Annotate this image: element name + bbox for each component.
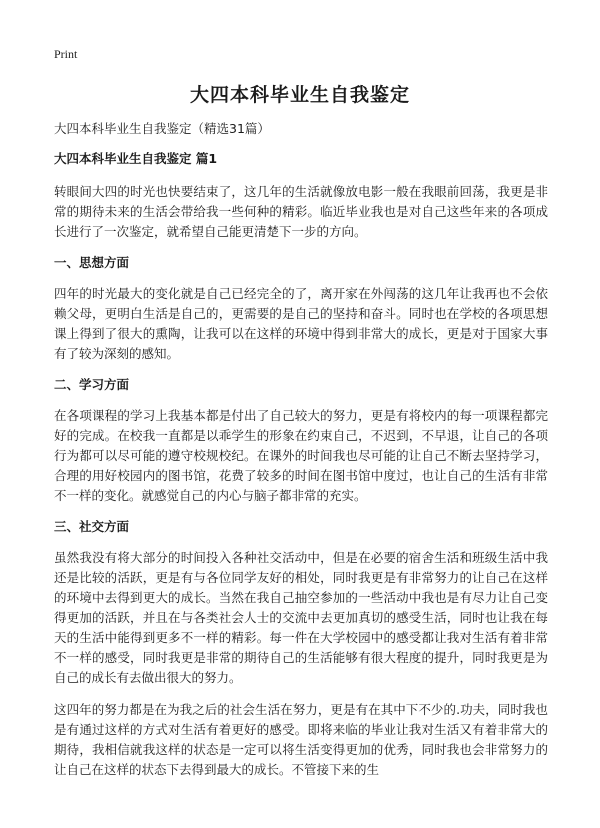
page-title: 大四本科毕业生自我鉴定 xyxy=(189,84,410,106)
heading-ideology: 一、思想方面 xyxy=(54,255,130,270)
section-title: 大四本科毕业生自我鉴定 篇1 xyxy=(54,151,218,166)
paragraph-study: 在各项课程的学习上我基本都是付出了自己较大的努力，更是有将校内的每一项课程都完好的完成。在校我一直都是以乖学生的形象在约束自己，不迟到，不早退，让自己的各项行为都可以尽可能的遵守校规校纪。在课外的时间我也尽可能的让自己不断去坚持学习，合理的用好校园内的图书馆，花费了较多的时间在图书馆中度过，也让自己的生活有非常不一样的变化。就感觉自己的内心与脑子都非常的充实。 xyxy=(54,408,548,503)
print-link[interactable]: Print xyxy=(54,47,78,61)
article-subtitle: 大四本科毕业生自我鉴定（精选31篇） xyxy=(54,121,270,136)
heading-social: 三、社交方面 xyxy=(54,519,130,534)
heading-study: 二、学习方面 xyxy=(54,377,130,392)
intro-paragraph: 转眼间大四的时光也快要结束了，这几年的生活就像放电影一般在我眼前回荡，我更是非常的期待未来的生活会带给我一些何种的精彩。临近毕业我也是对自己这些年来的各项成长进行了一次鉴定，就希望自己能更清楚下一步的方向。 xyxy=(54,184,548,239)
article-body xyxy=(54,120,548,792)
paragraph-conclusion: 这四年的努力都是在为我之后的社会生活在努力，更是有在其中下不少的.功夫，同时我也是有通过这样的方式对生活有着更好的感受。即将来临的毕业让我对生活又有着非常大的期待，我相信就我这样的状态是一定可以将生活变得更加的优秀，同时我也会非常努力的让自己在这样的状态下去得到最大的成长。不管接下来的生 xyxy=(54,702,548,777)
paragraph-social: 虽然我没有将大部分的时间投入各种社交活动中，但是在必要的宿舍生活和班级生活中我还是比较的活跃，更是有与各位同学友好的相处，同时我更是有非常努力的让自己在这样的环境中去得到更大的成长。当然在我自己抽空参加的一些活动中我也是有尽力让自己变得更加的活跃，并且在与各类社会人士的交流中去更加真切的感受生活，同时也让我在每天的生活中能得到更多不一样的精彩。每一件在大学校园中的感受都让我对生活有着非常不一样的感受，同时我更是非常的期待自己的生活能够有很大程度的提升，同时我更是为自己的成长有去做出很大的努力。 xyxy=(54,550,548,685)
paragraph-ideology: 四年的时光最大的变化就是自己已经完全的了，离开家在外闯荡的这几年让我再也不会依赖父母，更明白生活是自己的，更需要的是自己的坚持和奋斗。同时也在学校的各项思想课上得到了很大的熏陶，让我可以在这样的环境中得到非常大的成长，更是对于国家大事有了较为深刻的感知。 xyxy=(54,286,548,361)
